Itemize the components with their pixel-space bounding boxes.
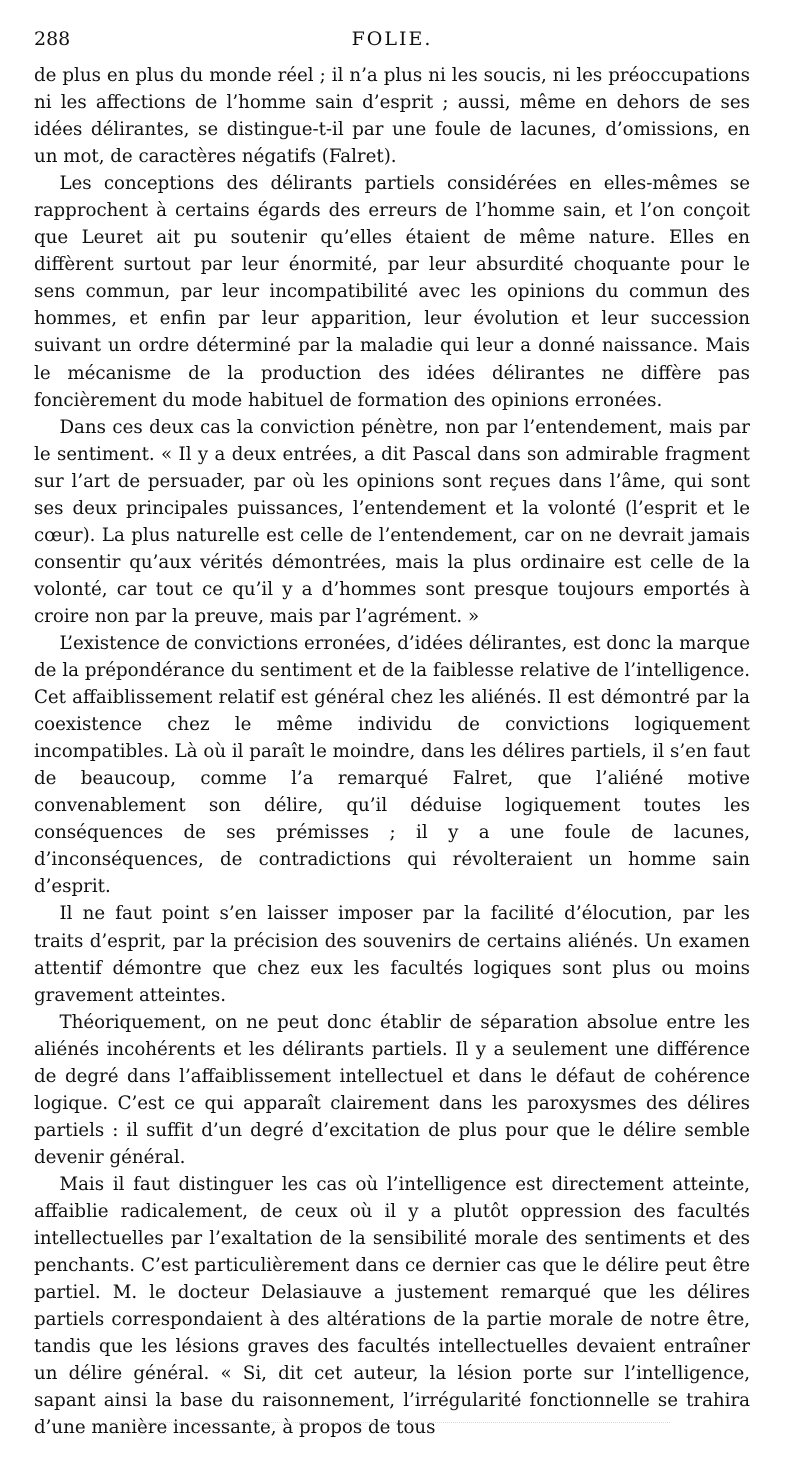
running-title: FOLIE.	[351, 28, 433, 50]
paragraph-4: L’existence de convictions erronées, d’idées délirantes, est donc la marque de la prépondérance du sentiment et de la faiblesse relative de l’intelligence. Cet affaiblissement relatif est général chez les aliénés. Il est démontré par la coexistence chez le même individu de convictions logiquement incompatibles. Là où il paraît le moindre, dans les délires partiels, il s’en faut de beaucoup, comme l’a remarqué Falret, que l’aliéné motive convenablement son délire, qu’il déduise logiquement toutes les conséquences de ses prémisses ; il y a une foule de lacunes, d’inconséquences, de contradictions qui révolteraient un homme sain d’esprit.	[34, 632, 750, 898]
page-number: 288	[34, 28, 71, 50]
body-text	[34, 62, 750, 1441]
book-page	[34, 22, 750, 1441]
paragraph-6: Théoriquement, on ne peut donc établir de séparation absolue entre les aliénés incohérents et les délirants partiels. Il y a seulement une différence de degré dans l’affaiblissement intellectuel et dans le défaut de cohérence logique. C’est ce qui apparaît clairement dans les paroxysmes des délires partiels : il suffit d’un degré d’excitation de plus pour que le délire semble devenir général.	[34, 1011, 750, 1168]
paragraph-5: Il ne faut point s’en laisser imposer par la facilité d’élocution, par les traits d’esprit, par la précision des souvenirs de certains aliénés. Un examen attentif démontre que chez eux les facultés logiques sont plus ou moins gravement atteintes.	[34, 903, 750, 1006]
paragraph-3: Dans ces deux cas la conviction pénètre, non par l’entendement, mais par le sentiment. « Il y a deux entrées, a dit Pascal dans son admirable fragment sur l’art de persuader, par où les opinions sont reçues dans l’âme, qui sont ses deux principales puissances, l’entendement et la volonté (l’esprit et le cœur). La plus naturelle est celle de l’entendement, car on ne devrait jamais consentir qu’aux vérités démontrées, mais la plus ordinaire est celle de la volonté, car tout ce qu’il y a d’hommes sont presque toujours emportés à croire non par la preuve, mais par l’agrément. »	[34, 416, 750, 627]
scan-footer-marks	[110, 1422, 670, 1427]
paragraph-1: de plus en plus du monde réel ; il n’a plus ni les soucis, ni les préoccupations ni les affections de l’homme sain d’esprit ; aussi, même en dehors de ses idées délirantes, se distingue-t-il par une foule de lacunes, d’omissions, en un mot, de caractères négatifs (Falret).	[34, 65, 750, 168]
paragraph-2: Les conceptions des délirants partiels considérées en elles-mêmes se rapprochent à certains égards des erreurs de l’homme sain, et l’on conçoit que Leuret ait pu soutenir qu’elles étaient de même nature. Elles en diffèrent surtout par leur énormité, par leur absurdité choquante pour le sens commun, par leur incompatibilité avec les opinions du commun des hommes, et enfin par leur apparition, leur évolution et leur succession suivant un ordre déterminé par la maladie qui leur a donné naissance. Mais le mécanisme de la production des idées délirantes ne diffère pas foncièrement du mode habituel de formation des opinions erronées.	[34, 173, 750, 411]
running-head	[34, 22, 750, 56]
paragraph-7: Mais il faut distinguer les cas où l’intelligence est directement atteinte, affaiblie radicalement, de ceux où il y a plutôt oppression des facultés intellectuelles par l’exaltation de la sensibilité morale des sentiments et des penchants. C’est particulièrement dans ce dernier cas que le délire peut être partiel. M. le docteur Delasiauve a justement remarqué que les délires partiels correspondaient à des altérations de la partie morale de notre être, tandis que les lésions graves des facultés intellectuelles devaient entraîner un délire général. « Si, dit cet auteur, la lésion porte sur l’intelligence, sapant ainsi la base du raisonnement, l’irrégularité fonctionnelle se trahira d’une manière incessante, à propos de tous	[34, 1173, 750, 1439]
